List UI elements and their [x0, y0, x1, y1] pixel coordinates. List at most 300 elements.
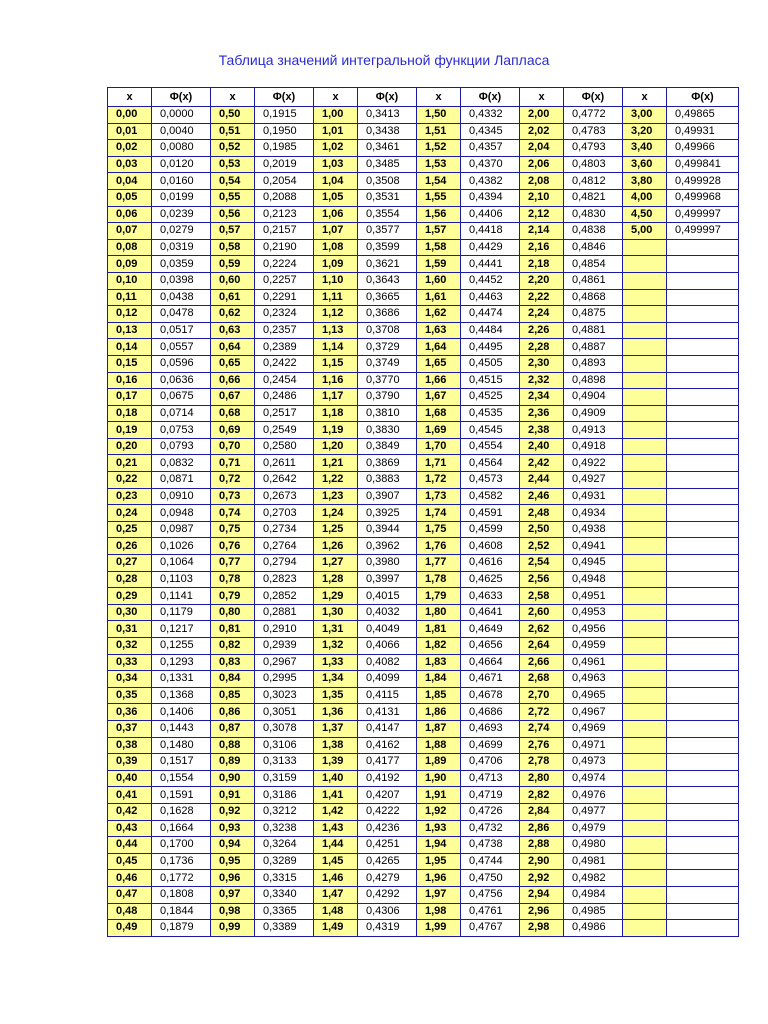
x-cell: 0,56	[211, 206, 255, 223]
x-cell: 0,77	[211, 555, 255, 572]
x-cell: 2,88	[520, 837, 564, 854]
phi-cell: 0,4463	[461, 289, 520, 306]
phi-cell: 0,0080	[152, 140, 211, 157]
table-row	[108, 770, 739, 787]
phi-cell: 0,49931	[667, 123, 739, 140]
phi-cell: 0,4474	[461, 306, 520, 323]
x-cell: 1,81	[417, 621, 461, 638]
phi-cell: 0,4953	[564, 604, 623, 621]
x-cell: 0,81	[211, 621, 255, 638]
phi-cell: 0,2019	[255, 156, 314, 173]
phi-cell: 0,4951	[564, 588, 623, 605]
header-x: x	[108, 88, 152, 107]
x-cell: 1,62	[417, 306, 461, 323]
x-cell: 1,82	[417, 638, 461, 655]
phi-cell: 0,49966	[667, 140, 739, 157]
table-row	[108, 405, 739, 422]
phi-cell: 0,4767	[461, 920, 520, 937]
x-cell: 0,16	[108, 372, 152, 389]
phi-cell: 0,0000	[152, 107, 211, 124]
table-body	[108, 107, 739, 937]
x-cell: 1,63	[417, 322, 461, 339]
x-cell: 1,21	[314, 455, 358, 472]
phi-cell: 0,0675	[152, 389, 211, 406]
x-cell: 1,05	[314, 189, 358, 206]
phi-cell: 0,4616	[461, 555, 520, 572]
empty-phi-cell	[667, 289, 739, 306]
empty-x-cell	[623, 870, 667, 887]
empty-x-cell	[623, 903, 667, 920]
phi-cell: 0,2794	[255, 555, 314, 572]
phi-cell: 0,4608	[461, 538, 520, 555]
x-cell: 0,98	[211, 903, 255, 920]
phi-cell: 0,4656	[461, 638, 520, 655]
phi-cell: 0,3883	[358, 472, 417, 489]
x-cell: 1,28	[314, 571, 358, 588]
x-cell: 0,03	[108, 156, 152, 173]
x-cell: 2,96	[520, 903, 564, 920]
empty-phi-cell	[667, 571, 739, 588]
x-cell: 0,61	[211, 289, 255, 306]
table-row	[108, 654, 739, 671]
table-row	[108, 272, 739, 289]
phi-cell: 0,4974	[564, 770, 623, 787]
phi-cell: 0,3810	[358, 405, 417, 422]
phi-cell: 0,4147	[358, 720, 417, 737]
header-phi: Φ(x)	[461, 88, 520, 107]
phi-cell: 0,4236	[358, 820, 417, 837]
empty-phi-cell	[667, 870, 739, 887]
x-cell: 0,76	[211, 538, 255, 555]
table-row	[108, 604, 739, 621]
x-cell: 0,33	[108, 654, 152, 671]
phi-cell: 0,4713	[461, 770, 520, 787]
phi-cell: 0,3729	[358, 339, 417, 356]
phi-cell: 0,3461	[358, 140, 417, 157]
x-cell: 0,43	[108, 820, 152, 837]
x-cell: 1,25	[314, 521, 358, 538]
x-cell: 1,18	[314, 405, 358, 422]
empty-phi-cell	[667, 438, 739, 455]
x-cell: 1,84	[417, 671, 461, 688]
phi-cell: 0,4893	[564, 355, 623, 372]
phi-cell: 0,4564	[461, 455, 520, 472]
phi-cell: 0,4292	[358, 886, 417, 903]
phi-cell: 0,4821	[564, 189, 623, 206]
table-row	[108, 820, 739, 837]
x-cell: 0,41	[108, 787, 152, 804]
phi-cell: 0,2611	[255, 455, 314, 472]
phi-cell: 0,3365	[255, 903, 314, 920]
x-cell: 0,07	[108, 223, 152, 240]
phi-cell: 0,0160	[152, 173, 211, 190]
x-cell: 0,75	[211, 521, 255, 538]
x-cell: 1,69	[417, 422, 461, 439]
phi-cell: 0,4887	[564, 339, 623, 356]
empty-phi-cell	[667, 737, 739, 754]
x-cell: 0,91	[211, 787, 255, 804]
phi-cell: 0,1103	[152, 571, 211, 588]
phi-cell: 0,0239	[152, 206, 211, 223]
phi-cell: 0,4846	[564, 239, 623, 256]
phi-cell: 0,0557	[152, 339, 211, 356]
phi-cell: 0,3830	[358, 422, 417, 439]
table-row	[108, 206, 739, 223]
phi-cell: 0,2910	[255, 621, 314, 638]
empty-x-cell	[623, 339, 667, 356]
x-cell: 1,02	[314, 140, 358, 157]
empty-x-cell	[623, 920, 667, 937]
table-row	[108, 837, 739, 854]
empty-x-cell	[623, 239, 667, 256]
x-cell: 0,54	[211, 173, 255, 190]
empty-x-cell	[623, 438, 667, 455]
x-cell: 0,10	[108, 272, 152, 289]
phi-cell: 0,2454	[255, 372, 314, 389]
phi-cell: 0,499968	[667, 189, 739, 206]
x-cell: 2,70	[520, 687, 564, 704]
empty-x-cell	[623, 372, 667, 389]
phi-cell: 0,3643	[358, 272, 417, 289]
x-cell: 0,84	[211, 671, 255, 688]
empty-phi-cell	[667, 671, 739, 688]
phi-cell: 0,4545	[461, 422, 520, 439]
x-cell: 0,97	[211, 886, 255, 903]
x-cell: 2,44	[520, 472, 564, 489]
phi-cell: 0,4973	[564, 754, 623, 771]
phi-cell: 0,4861	[564, 272, 623, 289]
x-cell: 1,92	[417, 803, 461, 820]
x-cell: 1,27	[314, 555, 358, 572]
phi-cell: 0,0279	[152, 223, 211, 240]
phi-cell: 0,3554	[358, 206, 417, 223]
x-cell: 2,74	[520, 720, 564, 737]
phi-cell: 0,4265	[358, 853, 417, 870]
empty-x-cell	[623, 837, 667, 854]
empty-x-cell	[623, 654, 667, 671]
x-cell: 1,77	[417, 555, 461, 572]
x-cell: 0,48	[108, 903, 152, 920]
x-cell: 1,19	[314, 422, 358, 439]
x-cell: 2,80	[520, 770, 564, 787]
phi-cell: 0,2054	[255, 173, 314, 190]
x-cell: 1,76	[417, 538, 461, 555]
empty-phi-cell	[667, 455, 739, 472]
table-row	[108, 156, 739, 173]
x-cell: 1,78	[417, 571, 461, 588]
x-cell: 1,22	[314, 472, 358, 489]
phi-cell: 0,4985	[564, 903, 623, 920]
x-cell: 1,15	[314, 355, 358, 372]
table-row	[108, 372, 739, 389]
x-cell: 2,32	[520, 372, 564, 389]
header-x: x	[623, 88, 667, 107]
x-cell: 0,70	[211, 438, 255, 455]
table-row	[108, 472, 739, 489]
x-cell: 0,30	[108, 604, 152, 621]
phi-cell: 0,3315	[255, 870, 314, 887]
x-cell: 1,38	[314, 737, 358, 754]
phi-cell: 0,4959	[564, 638, 623, 655]
phi-cell: 0,3686	[358, 306, 417, 323]
x-cell: 3,20	[623, 123, 667, 140]
x-cell: 1,72	[417, 472, 461, 489]
table-row	[108, 505, 739, 522]
phi-cell: 0,3289	[255, 853, 314, 870]
x-cell: 0,27	[108, 555, 152, 572]
phi-cell: 0,4686	[461, 704, 520, 721]
phi-cell: 0,4838	[564, 223, 623, 240]
phi-cell: 0,1480	[152, 737, 211, 754]
phi-cell: 0,4961	[564, 654, 623, 671]
empty-x-cell	[623, 687, 667, 704]
x-cell: 0,19	[108, 422, 152, 439]
phi-cell: 0,0319	[152, 239, 211, 256]
x-cell: 1,24	[314, 505, 358, 522]
phi-cell: 0,4744	[461, 853, 520, 870]
x-cell: 2,02	[520, 123, 564, 140]
x-cell: 1,31	[314, 621, 358, 638]
header-row	[108, 88, 739, 107]
phi-cell: 0,1179	[152, 604, 211, 621]
phi-cell: 0,4535	[461, 405, 520, 422]
table-row	[108, 140, 739, 157]
empty-x-cell	[623, 704, 667, 721]
empty-phi-cell	[667, 787, 739, 804]
phi-cell: 0,2549	[255, 422, 314, 439]
phi-cell: 0,3485	[358, 156, 417, 173]
x-cell: 1,17	[314, 389, 358, 406]
x-cell: 0,49	[108, 920, 152, 937]
phi-cell: 0,49865	[667, 107, 739, 124]
phi-cell: 0,4279	[358, 870, 417, 887]
laplace-table	[107, 87, 739, 937]
x-cell: 0,63	[211, 322, 255, 339]
x-cell: 1,42	[314, 803, 358, 820]
empty-x-cell	[623, 571, 667, 588]
phi-cell: 0,4830	[564, 206, 623, 223]
phi-cell: 0,4719	[461, 787, 520, 804]
phi-cell: 0,4756	[461, 886, 520, 903]
phi-cell: 0,2939	[255, 638, 314, 655]
x-cell: 1,93	[417, 820, 461, 837]
x-cell: 1,95	[417, 853, 461, 870]
phi-cell: 0,0517	[152, 322, 211, 339]
empty-phi-cell	[667, 405, 739, 422]
empty-phi-cell	[667, 521, 739, 538]
table-row	[108, 704, 739, 721]
empty-phi-cell	[667, 920, 739, 937]
phi-cell: 0,4726	[461, 803, 520, 820]
table-row	[108, 306, 739, 323]
table-row	[108, 521, 739, 538]
x-cell: 1,09	[314, 256, 358, 273]
table-row	[108, 123, 739, 140]
x-cell: 1,01	[314, 123, 358, 140]
empty-x-cell	[623, 355, 667, 372]
x-cell: 1,61	[417, 289, 461, 306]
phi-cell: 0,4812	[564, 173, 623, 190]
x-cell: 1,66	[417, 372, 461, 389]
phi-cell: 0,1879	[152, 920, 211, 937]
phi-cell: 0,0714	[152, 405, 211, 422]
phi-cell: 0,0359	[152, 256, 211, 273]
x-cell: 1,94	[417, 837, 461, 854]
empty-phi-cell	[667, 239, 739, 256]
phi-cell: 0,3413	[358, 107, 417, 124]
x-cell: 2,26	[520, 322, 564, 339]
x-cell: 1,64	[417, 339, 461, 356]
x-cell: 0,01	[108, 123, 152, 140]
x-cell: 1,54	[417, 173, 461, 190]
table-row	[108, 671, 739, 688]
phi-cell: 0,4898	[564, 372, 623, 389]
x-cell: 0,20	[108, 438, 152, 455]
x-cell: 2,56	[520, 571, 564, 588]
x-cell: 0,04	[108, 173, 152, 190]
table-row	[108, 555, 739, 572]
header-phi: Φ(x)	[564, 88, 623, 107]
x-cell: 1,43	[314, 820, 358, 837]
x-cell: 0,11	[108, 289, 152, 306]
x-cell: 0,60	[211, 272, 255, 289]
header-x: x	[520, 88, 564, 107]
phi-cell: 0,4732	[461, 820, 520, 837]
empty-phi-cell	[667, 389, 739, 406]
phi-cell: 0,0948	[152, 505, 211, 522]
empty-x-cell	[623, 588, 667, 605]
empty-phi-cell	[667, 422, 739, 439]
table-row	[108, 256, 739, 273]
phi-cell: 0,4394	[461, 189, 520, 206]
phi-cell: 0,4525	[461, 389, 520, 406]
phi-cell: 0,2324	[255, 306, 314, 323]
empty-x-cell	[623, 521, 667, 538]
x-cell: 1,12	[314, 306, 358, 323]
phi-cell: 0,4319	[358, 920, 417, 937]
phi-cell: 0,3212	[255, 803, 314, 820]
x-cell: 2,98	[520, 920, 564, 937]
x-cell: 2,60	[520, 604, 564, 621]
phi-cell: 0,4406	[461, 206, 520, 223]
phi-cell: 0,4750	[461, 870, 520, 887]
x-cell: 1,53	[417, 156, 461, 173]
table-row	[108, 438, 739, 455]
table-row	[108, 621, 739, 638]
x-cell: 1,90	[417, 770, 461, 787]
x-cell: 2,28	[520, 339, 564, 356]
table-row	[108, 173, 739, 190]
x-cell: 1,06	[314, 206, 358, 223]
table-row	[108, 571, 739, 588]
phi-cell: 0,499997	[667, 223, 739, 240]
empty-phi-cell	[667, 322, 739, 339]
x-cell: 2,20	[520, 272, 564, 289]
phi-cell: 0,3925	[358, 505, 417, 522]
x-cell: 0,13	[108, 322, 152, 339]
phi-cell: 0,0596	[152, 355, 211, 372]
phi-cell: 0,4222	[358, 803, 417, 820]
phi-cell: 0,1808	[152, 886, 211, 903]
empty-phi-cell	[667, 256, 739, 273]
phi-cell: 0,4971	[564, 737, 623, 754]
x-cell: 2,54	[520, 555, 564, 572]
x-cell: 2,24	[520, 306, 564, 323]
phi-cell: 0,2486	[255, 389, 314, 406]
header-x: x	[211, 88, 255, 107]
x-cell: 1,23	[314, 488, 358, 505]
x-cell: 1,98	[417, 903, 461, 920]
x-cell: 0,21	[108, 455, 152, 472]
phi-cell: 0,2580	[255, 438, 314, 455]
phi-cell: 0,2642	[255, 472, 314, 489]
empty-phi-cell	[667, 654, 739, 671]
phi-cell: 0,4192	[358, 770, 417, 787]
x-cell: 2,72	[520, 704, 564, 721]
header-phi: Φ(x)	[358, 88, 417, 107]
phi-cell: 0,0871	[152, 472, 211, 489]
x-cell: 1,14	[314, 339, 358, 356]
phi-cell: 0,4633	[461, 588, 520, 605]
phi-cell: 0,3264	[255, 837, 314, 854]
x-cell: 0,87	[211, 720, 255, 737]
x-cell: 0,92	[211, 803, 255, 820]
x-cell: 1,56	[417, 206, 461, 223]
empty-x-cell	[623, 289, 667, 306]
x-cell: 1,80	[417, 604, 461, 621]
phi-cell: 0,3023	[255, 687, 314, 704]
x-cell: 0,89	[211, 754, 255, 771]
phi-cell: 0,1064	[152, 555, 211, 572]
empty-x-cell	[623, 604, 667, 621]
x-cell: 0,12	[108, 306, 152, 323]
x-cell: 1,08	[314, 239, 358, 256]
x-cell: 1,89	[417, 754, 461, 771]
phi-cell: 0,2995	[255, 671, 314, 688]
phi-cell: 0,3340	[255, 886, 314, 903]
x-cell: 1,49	[314, 920, 358, 937]
phi-cell: 0,4641	[461, 604, 520, 621]
empty-phi-cell	[667, 538, 739, 555]
empty-phi-cell	[667, 588, 739, 605]
x-cell: 1,70	[417, 438, 461, 455]
empty-phi-cell	[667, 687, 739, 704]
x-cell: 1,87	[417, 720, 461, 737]
phi-cell: 0,4649	[461, 621, 520, 638]
phi-cell: 0,2734	[255, 521, 314, 538]
x-cell: 0,05	[108, 189, 152, 206]
empty-phi-cell	[667, 355, 739, 372]
empty-phi-cell	[667, 820, 739, 837]
x-cell: 1,86	[417, 704, 461, 721]
table-row	[108, 355, 739, 372]
x-cell: 1,88	[417, 737, 461, 754]
phi-cell: 0,4032	[358, 604, 417, 621]
x-cell: 1,36	[314, 704, 358, 721]
empty-phi-cell	[667, 803, 739, 820]
x-cell: 0,72	[211, 472, 255, 489]
header-phi: Φ(x)	[255, 88, 314, 107]
phi-cell: 0,3907	[358, 488, 417, 505]
phi-cell: 0,4854	[564, 256, 623, 273]
phi-cell: 0,4357	[461, 140, 520, 157]
x-cell: 2,50	[520, 521, 564, 538]
phi-cell: 0,4573	[461, 472, 520, 489]
table-row	[108, 754, 739, 771]
phi-cell: 0,0040	[152, 123, 211, 140]
x-cell: 0,64	[211, 339, 255, 356]
x-cell: 0,53	[211, 156, 255, 173]
